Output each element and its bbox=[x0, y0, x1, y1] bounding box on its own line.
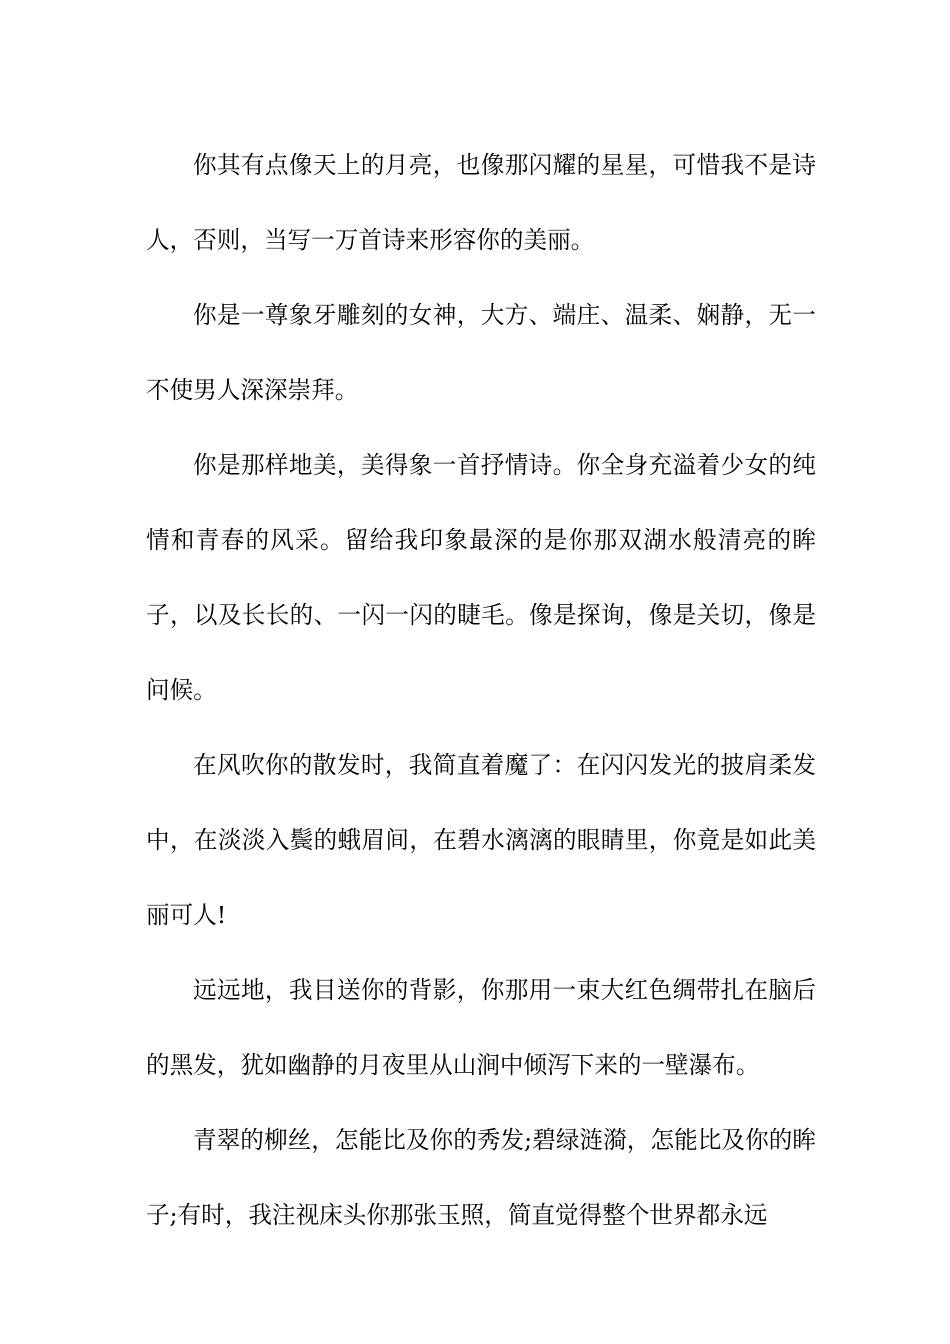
paragraph-4: 在风吹你的散发时，我简直着魔了：在闪闪发光的披肩柔发中，在淡淡入鬓的蛾眉间，在碧水漓漓的眼睛里，你竟是如此美丽可人! bbox=[146, 751, 816, 929]
paragraph-2: 你是一尊象牙雕刻的女神，大方、端庄、温柔、娴静，无一不使男人深深崇拜。 bbox=[146, 301, 816, 404]
paragraph-5: 远远地，我目送你的背影，你那用一束大红色绸带扎在脑后的黑发，犹如幽静的月夜里从山涧中倾泻下来的一壁瀑布。 bbox=[146, 976, 816, 1079]
document-body bbox=[146, 128, 816, 1253]
paragraph-6: 青翠的柳丝，怎能比及你的秀发;碧绿涟漪，怎能比及你的眸子;有时，我注视床头你那张玉照，简直觉得整个世界都永远 bbox=[146, 1126, 816, 1229]
paragraph-3: 你是那样地美，美得象一首抒情诗。你全身充溢着少女的纯情和青春的风采。留给我印象最深的是你那双湖水般清亮的眸子，以及长长的、一闪一闪的睫毛。像是探询，像是关切，像是问候。 bbox=[146, 451, 816, 704]
paragraph-1: 你其有点像天上的月亮，也像那闪耀的星星，可惜我不是诗人，否则，当写一万首诗来形容你的美丽。 bbox=[146, 151, 816, 254]
